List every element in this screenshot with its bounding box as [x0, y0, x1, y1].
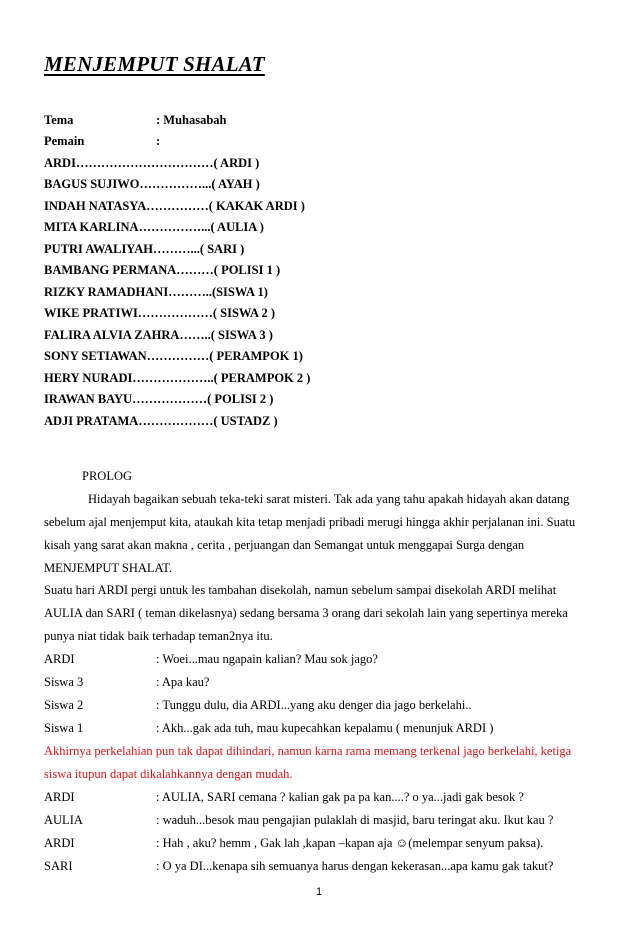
dialogue-text: : Akh...gak ada tuh, mau kupecahkan kepalamu ( menunjuk ARDI ) [156, 721, 494, 735]
dialogue-speaker: SARI [44, 859, 73, 873]
dialogue-speaker: Siswa 1 [44, 721, 84, 735]
cast-line: FALIRA ALVIA ZAHRA……..( SISWA 3 ) [44, 328, 273, 342]
prolog-line: Hidayah bagaikan sebuah teka-teki sarat misteri. Tak ada yang tahu apakah hidayah akan datang [88, 492, 570, 506]
cast-line: PUTRI AWALIYAH………...( SARI ) [44, 242, 245, 256]
cast-line: HERY NURADI………………..( PERAMPOK 2 ) [44, 371, 311, 385]
cast-line: INDAH NATASYA……………( KAKAK ARDI ) [44, 199, 305, 213]
cast-line: WIKE PRATIWI………………( SISWA 2 ) [44, 306, 276, 320]
dialogue-text: : Woei...mau ngapain kalian? Mau sok jago? [156, 652, 378, 666]
narration-line: AULIA dan SARI ( teman dikelasnya) sedang bersama 3 orang dari sekolah lain yang sepertinya mereka [44, 606, 568, 620]
prolog-line: sebelum ajal menjemput kita, ataukah kita tetap menjadi pribadi merugi hingga akhir perjalanan ini. Suatu [44, 515, 576, 529]
narration-line: Suatu hari ARDI pergi untuk les tambahan disekolah, namun sebelum sampai disekolah ARDI melihat [44, 583, 557, 597]
dialogue-text: : Hah , aku? hemm , Gak lah ,kapan –kapan aja ☺(melempar senyum paksa). [156, 836, 544, 850]
dialogue-speaker: ARDI [44, 652, 75, 666]
dialogue-text: : waduh...besok mau pengajian pulaklah di masjid, baru teringat aku. Ikut kau ? [156, 813, 554, 827]
cast-line: BAGUS SUJIWO……………...( AYAH ) [44, 177, 260, 191]
cast-line: BAMBANG PERMANA………( POLISI 1 ) [44, 263, 281, 277]
dialogue-speaker: AULIA [44, 813, 83, 827]
red-narration-line: siswa itupun dapat dikalahkannya dengan mudah. [44, 767, 293, 781]
meta-value: : [156, 134, 161, 148]
cast-line: IRAWAN BAYU………………( POLISI 2 ) [44, 392, 274, 406]
red-narration-line: Akhirnya perkelahian pun tak dapat dihindari, namun karna rama memang terkenal jago berkelahi, ketiga [44, 744, 572, 758]
cast-line: ARDI……………………………( ARDI ) [44, 156, 260, 170]
meta-label: Pemain [44, 134, 85, 148]
dialogue-text: : Apa kau? [156, 675, 210, 689]
cast-line: SONY SETIAWAN……………( PERAMPOK 1) [44, 349, 303, 363]
dialogue-speaker: Siswa 3 [44, 675, 84, 689]
dialogue-text: : AULIA, SARI cemana ? kalian gak pa pa kan....? o ya...jadi gak besok ? [156, 790, 524, 804]
prolog-line: MENJEMPUT SHALAT. [44, 561, 173, 575]
cast-line: RIZKY RAMADHANI………..(SISWA 1) [44, 285, 268, 299]
prolog-line: kisah yang sarat akan makna , cerita , perjuangan dan Semangat untuk menggapai Surga dengan [44, 538, 525, 552]
dialogue-speaker: ARDI [44, 836, 75, 850]
dialogue-text: : O ya DI...kenapa sih semuanya harus dengan kekerasan...apa kamu gak takut? [156, 859, 554, 873]
cast-line: ADJI PRATAMA………………( USTADZ ) [44, 414, 278, 428]
document-title: MENJEMPUT SHALAT [44, 52, 265, 76]
meta-value: : Muhasabah [156, 113, 227, 127]
dialogue-speaker: Siswa 2 [44, 698, 84, 712]
narration-line: punya niat tidak baik terhadap teman2nya itu. [44, 629, 273, 643]
page-number: 1 [315, 886, 323, 898]
cast-line: MITA KARLINA……………...( AULIA ) [44, 220, 264, 234]
dialogue-speaker: ARDI [44, 790, 75, 804]
dialogue-text: : Tunggu dulu, dia ARDI...yang aku denger dia jago berkelahi.. [156, 698, 472, 712]
prolog-heading: PROLOG [82, 469, 133, 483]
meta-label: Tema [44, 113, 74, 127]
